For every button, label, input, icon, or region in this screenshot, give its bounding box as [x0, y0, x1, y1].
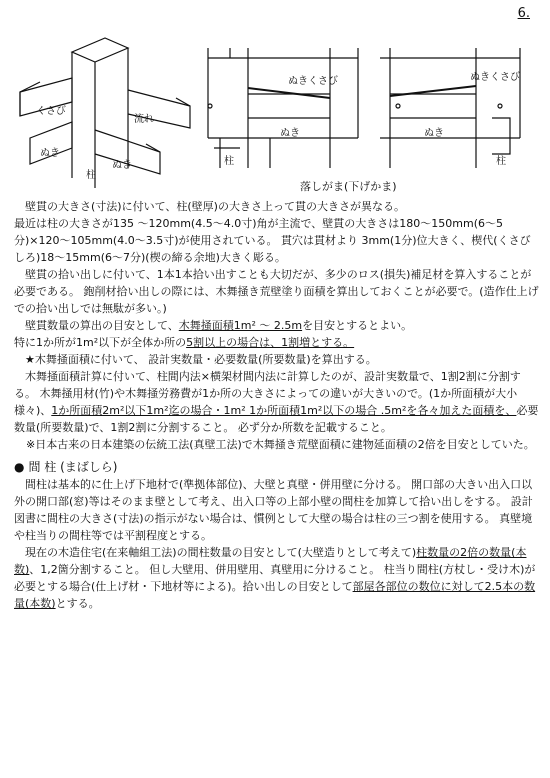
- label-nuki-3: ぬき: [424, 128, 444, 139]
- label-nuki-right: ぬき: [112, 160, 132, 171]
- paragraph: 壁貫の拾い出しに付いて、1本1本拾い出すことも大切だが、多少のロス(損失)補足材を算入することが必要である。 鉋削材拾い出しの際には、木舞掻き荒壁塗り面積を算出しておくことが必要で。(造作仕上げでの拾い出しでは無駄が多い。): [14, 268, 539, 315]
- label-post-3: 柱: [496, 156, 506, 167]
- text-span: 壁貫数量の算出の目安として、: [25, 319, 179, 332]
- label-wedge: くさび: [36, 106, 66, 117]
- text-span: 現在の木造住宅(在来軸組工法)の間柱数量の目安として(大壁造りとして考えて): [25, 546, 417, 559]
- page-number: 6.: [517, 6, 530, 21]
- label-post: 柱: [86, 170, 96, 181]
- body-text: [14, 198, 540, 612]
- section-heading: [14, 459, 540, 476]
- paragraph: ★木舞掻面積に付いて、 設計実数量・必要数量(所要数量)を算出する。: [25, 353, 377, 366]
- underlined-text: 5割以上の場合は、1割増とする。: [186, 336, 355, 349]
- label-wedge-2: ぬきくさび: [288, 76, 338, 87]
- text-span: 、1,2箇分割すること。 但し大壁用、併用壁用、真壁用に分けること。 柱当り間柱(方杖し・受け木)が必要とする場合(仕上げ材・下地材等による)。拾い出しの目安として: [14, 563, 536, 593]
- cross-section-left: [208, 48, 358, 168]
- underlined-text: 木舞掻面積1m² 〜 2.5m: [178, 319, 303, 332]
- heading-text: 間 柱 (まばしら): [28, 460, 118, 474]
- paragraph: 間柱は基本的に仕上げ下地材で(準拠体部位)、大壁と真壁・併用壁に分ける。 開口部の大きい出入口以外の開口部(窓)等はそのまま壁として考え、出入口等の上部小壁の間柱を加算して拾い出しをする。 設計図書に間柱の大きさ(寸法)の指示がない場合は、慣例として大壁の場合は柱の三つ割を使用する。 真壁境や柱当りの間柱等では平割程度とする。: [14, 478, 533, 542]
- paragraph: 最近は柱の大きさが135 〜120mm(4.5〜4.0寸)角が主流で、壁貫の大きさは180〜150mm(6〜5分)×120〜105mm(4.0〜3.5寸)が使用されている。 貫穴は貫材より 3mm(1分)位大きく、楔代(くさびしろ)18〜15mm(6〜7分)(楔の締る余地)大きく彫る。: [14, 217, 531, 264]
- text-span: 特に1か所が1m²以下が全体か所の: [14, 336, 187, 349]
- cross-section-right: [380, 48, 520, 168]
- label-post-2: 柱: [224, 156, 234, 167]
- text-span: とする。: [55, 597, 100, 610]
- underlined-text: 柱数量の2倍の数量(本数): [14, 546, 527, 576]
- text-span: 必要数量(所要数量)で、1割2割に分割すること。 必ず分か所数を記載すること。: [14, 404, 539, 434]
- paragraph: [14, 317, 540, 334]
- text-span: 木舞掻面積計算に付いて、柱間内法×横架材間内法に計算したのが、設計実数量で、1割2割に分割する。 木舞掻用材(竹)や木舞掻労務費が1か所の大きさによっての違いが大きいので。(1か所面積が大小様々)、: [14, 370, 521, 417]
- label-nuki-left: ぬき: [40, 148, 60, 159]
- bullet-icon: ●: [14, 460, 25, 474]
- text-span: を目安とするとよい。: [302, 319, 413, 332]
- label-wedge-3: ぬきくさび: [470, 72, 520, 83]
- figures: [0, 18, 550, 198]
- underlined-text: 部屋各部位の数位に対して2.5本の数量(本数): [14, 580, 536, 610]
- label-flow: 流れ: [134, 114, 154, 125]
- underlined-text: 1か所面積2m²以下1m²迄の場合・1m² 1か所面積1m²以下の場合 .5m²を各々加えた面積を、: [51, 404, 517, 417]
- paragraph: [14, 368, 540, 436]
- paragraph: 壁貫の大きさ(寸法)に付いて、柱(壁厚)の大きさ上って貫の大きさが異なる。: [25, 200, 405, 213]
- label-nuki-2: ぬき: [280, 128, 300, 139]
- figure-caption: 落しがま(下げかま): [300, 180, 397, 193]
- paragraph: [14, 334, 540, 351]
- note: ※日本古来の日本建築の伝統工法(真壁工法)で木舞掻き荒壁面積に建物延面積の2倍を目安としていた。: [26, 438, 535, 451]
- paragraph: [14, 544, 540, 612]
